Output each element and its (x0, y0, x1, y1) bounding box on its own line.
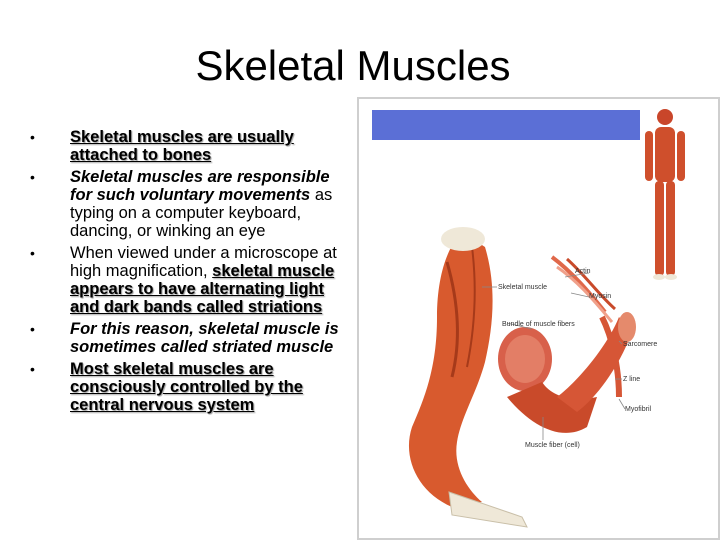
label-skeletal-muscle: Skeletal muscle (498, 284, 548, 291)
bullet-text: When viewed under a microscope at high magnification, (70, 244, 337, 280)
bullet-item (26, 360, 356, 414)
figure-header-band (372, 110, 640, 140)
label-bundle: Bundle of muscle fibers (502, 321, 575, 328)
bullet-icon: • (30, 129, 35, 145)
bullet-icon: • (30, 361, 35, 377)
bullet-item (26, 244, 356, 316)
label-myosin: Myosin (589, 293, 612, 300)
bullet-item (26, 128, 356, 164)
bullet-list (26, 128, 356, 418)
label-z-line: Z line (623, 376, 641, 383)
bullet-text: as typing on a computer keyboard, dancing, or winking an eye (70, 186, 333, 240)
label-muscle-fiber: Muscle fiber (cell) (525, 442, 580, 449)
bullet-icon: • (30, 245, 35, 261)
bullet-icon: • (30, 169, 35, 185)
bullet-icon: • (30, 321, 35, 337)
label-sarcomere: Sarcomere (623, 341, 658, 348)
bullet-text: For this reason, skeletal muscle is sometimes called striated muscle (70, 320, 339, 356)
bullet-text: Skeletal muscles are usually attached to bones (70, 128, 294, 164)
label-myofibril: Myofibril (625, 406, 652, 413)
bullet-text-underlined: skeletal muscle appears to have alternating light and dark bands called striations (70, 262, 335, 316)
slide-title: Skeletal Muscles (195, 42, 511, 89)
bullet-item (26, 320, 356, 356)
bullet-text: Most skeletal muscles are consciously controlled by the central nervous system (70, 360, 303, 414)
label-actin: Actin (575, 268, 591, 275)
muscle-structure-figure (357, 97, 720, 540)
bullet-item (26, 168, 356, 240)
bullet-text-emphasis: Skeletal muscles are responsible for such voluntary movements (70, 168, 330, 204)
